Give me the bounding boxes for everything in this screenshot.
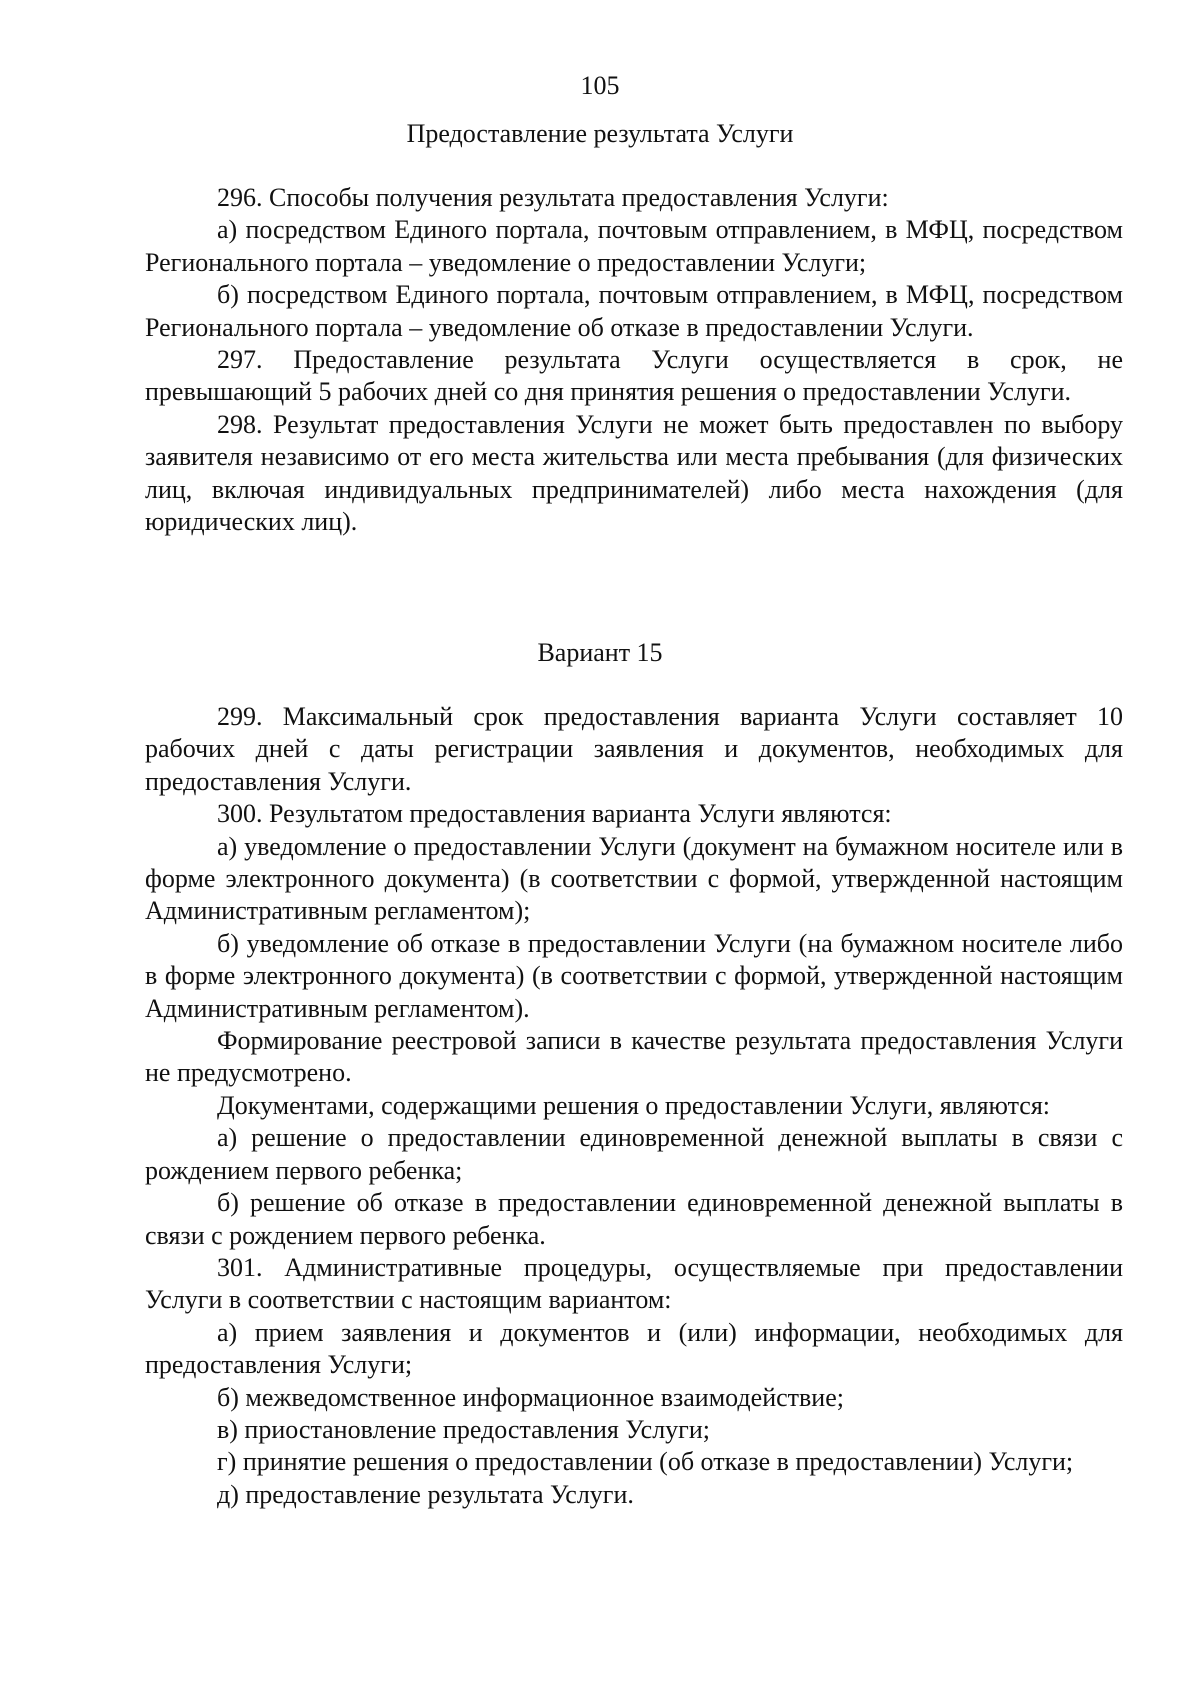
- paragraph-300: 300. Результатом предоставления варианта Услуги являются:: [217, 799, 892, 829]
- section-heading-result: Предоставление результата Услуги: [406, 119, 794, 148]
- paragraph-300-a: а) уведомление о предоставлении Услуги (документ на бумажном носителе или в форме электронного документа) (в соответствии с формой, утвержденной настоящим Административным регламентом);: [145, 831, 1123, 926]
- paragraph-301: 301. Административные процедуры, осуществляемые при предоставлении Услуги в соответствии с настоящим вариантом:: [145, 1252, 1123, 1315]
- paragraph-296-a: а) посредством Единого портала, почтовым отправлением, в МФЦ, посредством Регионального портала – уведомление о предоставлении Услуги;: [145, 215, 1123, 277]
- paragraph-300-b: б) уведомление об отказе в предоставлении Услуги (на бумажном носителе либо в форме электронного документа) (в соответствии с формой, утвержденной настоящим Административным регламентом).: [145, 928, 1123, 1023]
- paragraph-297: 297. Предоставление результата Услуги осуществляется в срок, не превышающий 5 рабочих дней со дня принятия решения о предоставлении Услуги.: [145, 345, 1123, 407]
- paragraph-301-d: г) принятие решения о предоставлении (об отказе в предоставлении) Услуги;: [217, 1447, 1074, 1477]
- paragraph-decision-b: б) решение об отказе в предоставлении единовременной денежной выплаты в связи с рождением первого ребенка.: [145, 1188, 1123, 1250]
- paragraph-301-a: а) прием заявления и документов и (или) информации, необходимых для предоставления Услуги;: [145, 1317, 1123, 1380]
- section-heading-variant-15: Вариант 15: [537, 638, 663, 667]
- paragraph-decision-a: а) решение о предоставлении единовременной денежной выплаты в связи с рождением первого ребенка;: [145, 1123, 1123, 1185]
- paragraph-registry-record: Формирование реестровой записи в качестве результата предоставления Услуги не предусмотрено.: [145, 1026, 1123, 1088]
- paragraph-301-b: б) межведомственное информационное взаимодействие;: [217, 1382, 844, 1412]
- paragraph-decision-documents: Документами, содержащими решения о предоставлении Услуги, являются:: [217, 1090, 1051, 1120]
- paragraph-296: 296. Способы получения результата предоставления Услуги:: [217, 183, 889, 212]
- paragraph-301-c: в) приостановление предоставления Услуги;: [217, 1414, 710, 1444]
- paragraph-299: 299. Максимальный срок предоставления варианта Услуги составляет 10 рабочих дней с даты регистрации заявления и документов, необходимых для предоставления Услуги.: [145, 702, 1123, 796]
- section-body-variant-15: [145, 701, 1123, 1511]
- section-body-result: [145, 182, 1123, 538]
- paragraph-296-b: б) посредством Единого портала, почтовым отправлением, в МФЦ, посредством Регионального портала – уведомление об отказе в предоставлении Услуги.: [145, 280, 1123, 342]
- page-number: 105: [580, 71, 620, 100]
- paragraph-301-e: д) предоставление результата Услуги.: [217, 1479, 634, 1509]
- paragraph-298: 298. Результат предоставления Услуги не может быть предоставлен по выбору заявителя независимо от его места жительства или места пребывания (для физических лиц, включая индивидуальных предпринимателей) либо места нахождения (для юридических лиц).: [145, 409, 1123, 537]
